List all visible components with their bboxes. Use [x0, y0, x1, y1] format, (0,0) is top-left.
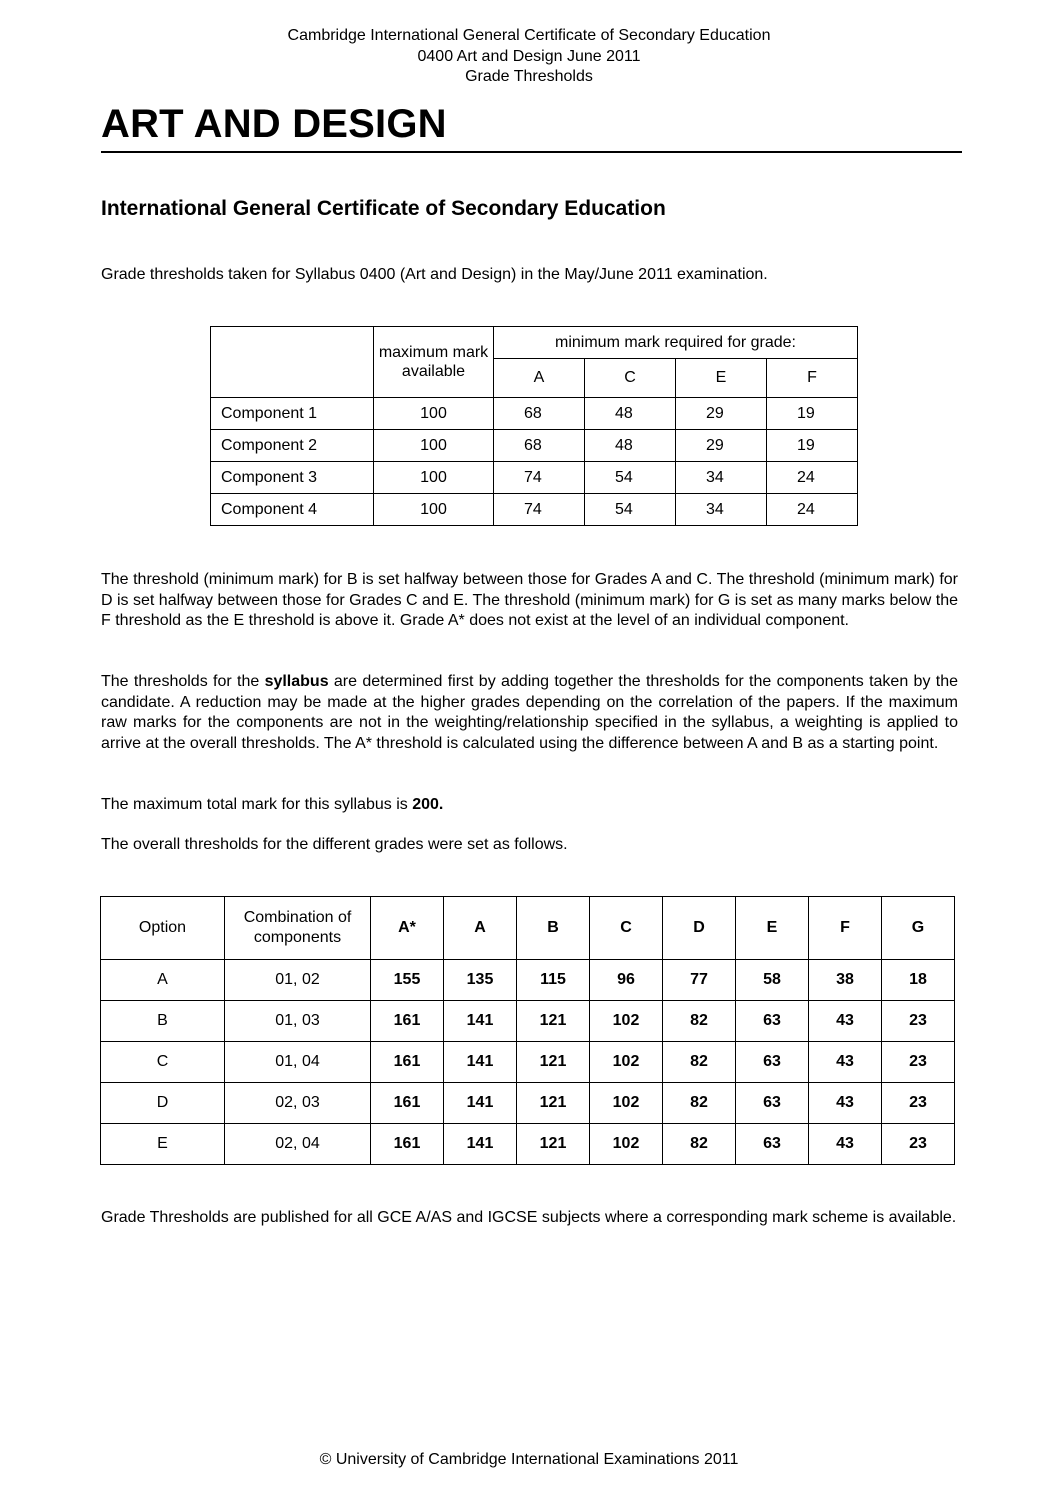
grade-header-b: B: [517, 897, 590, 960]
min-mark-cell: 68: [494, 398, 585, 430]
copyright-notice: © University of Cambridge International Examinations 2011: [319, 1451, 739, 1468]
option-cell: B: [101, 1001, 225, 1042]
threshold-cell: 102: [590, 1042, 663, 1083]
component-name: Component 1: [211, 398, 374, 430]
emphasis-syllabus: syllabus: [264, 673, 329, 690]
min-mark-cell: 34: [676, 494, 767, 526]
table-row: [211, 398, 858, 430]
max-mark-cell: 100: [374, 494, 494, 526]
combination-cell: 02, 04: [225, 1124, 371, 1165]
combination-cell: 02, 03: [225, 1083, 371, 1124]
threshold-cell: 23: [882, 1001, 955, 1042]
threshold-cell: 141: [444, 1124, 517, 1165]
threshold-cell: 38: [809, 960, 882, 1001]
min-mark-header: minimum mark required for grade:: [494, 327, 858, 359]
max-mark-header: maximum mark available: [374, 327, 494, 398]
grade-header-c: C: [590, 897, 663, 960]
threshold-cell: 18: [882, 960, 955, 1001]
min-mark-cell: 19: [767, 398, 858, 430]
threshold-cell: 63: [736, 1124, 809, 1165]
combination-header: Combination of components: [225, 897, 371, 960]
threshold-cell: 82: [663, 1124, 736, 1165]
threshold-cell: 82: [663, 1083, 736, 1124]
component-thresholds-table: [210, 326, 858, 526]
threshold-cell: 82: [663, 1042, 736, 1083]
grade-header-c: C: [585, 359, 676, 398]
threshold-cell: 63: [736, 1083, 809, 1124]
threshold-cell: 23: [882, 1083, 955, 1124]
threshold-cell: 135: [444, 960, 517, 1001]
table-row: [101, 1001, 955, 1042]
threshold-cell: 102: [590, 1083, 663, 1124]
threshold-cell: 77: [663, 960, 736, 1001]
threshold-cell: 43: [809, 1124, 882, 1165]
threshold-cell: 121: [517, 1083, 590, 1124]
max-total-paragraph: [101, 795, 958, 816]
min-mark-cell: 74: [494, 462, 585, 494]
option-cell: C: [101, 1042, 225, 1083]
min-mark-cell: 29: [676, 398, 767, 430]
paragraph-text: The thresholds for the: [101, 673, 265, 690]
intro-text: Grade thresholds taken for Syllabus 0400 (Art and Design) in the May/June 2011 examination.: [101, 266, 768, 283]
threshold-cell: 102: [590, 1124, 663, 1165]
grade-header-e: E: [736, 897, 809, 960]
threshold-cell: 43: [809, 1042, 882, 1083]
threshold-cell: 161: [371, 1001, 444, 1042]
grade-header-d: D: [663, 897, 736, 960]
overall-thresholds-table: [100, 896, 955, 1165]
grade-header-f: F: [767, 359, 858, 398]
threshold-cell: 121: [517, 1001, 590, 1042]
threshold-cell: 161: [371, 1042, 444, 1083]
max-total-value: 200.: [412, 796, 444, 813]
min-mark-cell: 29: [676, 430, 767, 462]
threshold-cell: 161: [371, 1124, 444, 1165]
min-mark-cell: 68: [494, 430, 585, 462]
table-row: [211, 462, 858, 494]
threshold-cell: 141: [444, 1083, 517, 1124]
threshold-cell: 141: [444, 1001, 517, 1042]
threshold-cell: 155: [371, 960, 444, 1001]
threshold-explanation-paragraph: The threshold (minimum mark) for B is set halfway between those for Grades A and C. The threshold (minimum mark) for D is set halfway between those for Grades C and E. The threshold (minimum mark) for G is set as many marks below the F threshold as the E threshold is above it. Grade A* does not exist at the level of an individual component.: [101, 571, 958, 629]
threshold-cell: 96: [590, 960, 663, 1001]
min-mark-cell: 24: [767, 494, 858, 526]
component-name: Component 2: [211, 430, 374, 462]
document-header: [0, 26, 1058, 88]
header-line-board: Cambridge International General Certificate of Secondary Education: [287, 27, 771, 44]
overall-intro-paragraph: The overall thresholds for the different grades were set as follows.: [101, 836, 568, 853]
table-row: [101, 960, 955, 1001]
threshold-cell: 82: [663, 1001, 736, 1042]
option-cell: D: [101, 1083, 225, 1124]
threshold-cell: 63: [736, 1042, 809, 1083]
grade-header-a: A: [444, 897, 517, 960]
paragraph-text: The maximum total mark for this syllabus is: [101, 796, 413, 813]
title-divider: [101, 151, 962, 153]
option-cell: A: [101, 960, 225, 1001]
threshold-cell: 115: [517, 960, 590, 1001]
table-row: [211, 430, 858, 462]
min-mark-cell: 48: [585, 398, 676, 430]
option-cell: E: [101, 1124, 225, 1165]
header-line-syllabus: 0400 Art and Design June 2011: [417, 47, 641, 65]
threshold-cell: 121: [517, 1124, 590, 1165]
max-mark-cell: 100: [374, 430, 494, 462]
table-row: [101, 1042, 955, 1083]
threshold-cell: 63: [736, 1001, 809, 1042]
option-header: Option: [101, 897, 225, 960]
min-mark-cell: 34: [676, 462, 767, 494]
grade-header-e: E: [676, 359, 767, 398]
grade-header-a-star: A*: [371, 897, 444, 960]
threshold-cell: 43: [809, 1083, 882, 1124]
publication-note: Grade Thresholds are published for all GCE A/AS and IGCSE subjects where a corresponding mark scheme is available.: [101, 1209, 957, 1226]
paragraph-text: are determined first by adding together the thresholds for the components taken by the candidate. A reduction may be made at the higher grades depending on the correlation of the papers. If the maximum raw marks for the components are not in the weighting/relationship specified in the syllabus, a weighting is applied to arrive at the overall thresholds. The A* threshold is calculated using the difference between A and B as a starting point.: [101, 673, 958, 752]
threshold-cell: 141: [444, 1042, 517, 1083]
table-row: [101, 1124, 955, 1165]
table-row: [101, 1083, 955, 1124]
threshold-cell: 161: [371, 1083, 444, 1124]
subject-title: ART AND DESIGN: [101, 102, 447, 146]
grade-header-f: F: [809, 897, 882, 960]
combination-cell: 01, 04: [225, 1042, 371, 1083]
syllabus-threshold-paragraph: [101, 672, 958, 754]
component-name: Component 3: [211, 462, 374, 494]
threshold-cell: 102: [590, 1001, 663, 1042]
grade-header-a: A: [494, 359, 585, 398]
min-mark-cell: 48: [585, 430, 676, 462]
grade-header-g: G: [882, 897, 955, 960]
threshold-cell: 23: [882, 1042, 955, 1083]
combination-cell: 01, 03: [225, 1001, 371, 1042]
threshold-cell: 43: [809, 1001, 882, 1042]
max-mark-cell: 100: [374, 462, 494, 494]
min-mark-cell: 54: [585, 494, 676, 526]
min-mark-cell: 24: [767, 462, 858, 494]
combination-cell: 01, 02: [225, 960, 371, 1001]
threshold-cell: 58: [736, 960, 809, 1001]
threshold-cell: 121: [517, 1042, 590, 1083]
min-mark-cell: 74: [494, 494, 585, 526]
threshold-cell: 23: [882, 1124, 955, 1165]
header-line-doc-type: Grade Thresholds: [465, 68, 593, 85]
component-name: Component 4: [211, 494, 374, 526]
min-mark-cell: 54: [585, 462, 676, 494]
min-mark-cell: 19: [767, 430, 858, 462]
empty-header-cell: [211, 327, 374, 398]
max-mark-cell: 100: [374, 398, 494, 430]
qualification-heading: International General Certificate of Secondary Education: [101, 197, 666, 220]
table-row: [211, 494, 858, 526]
